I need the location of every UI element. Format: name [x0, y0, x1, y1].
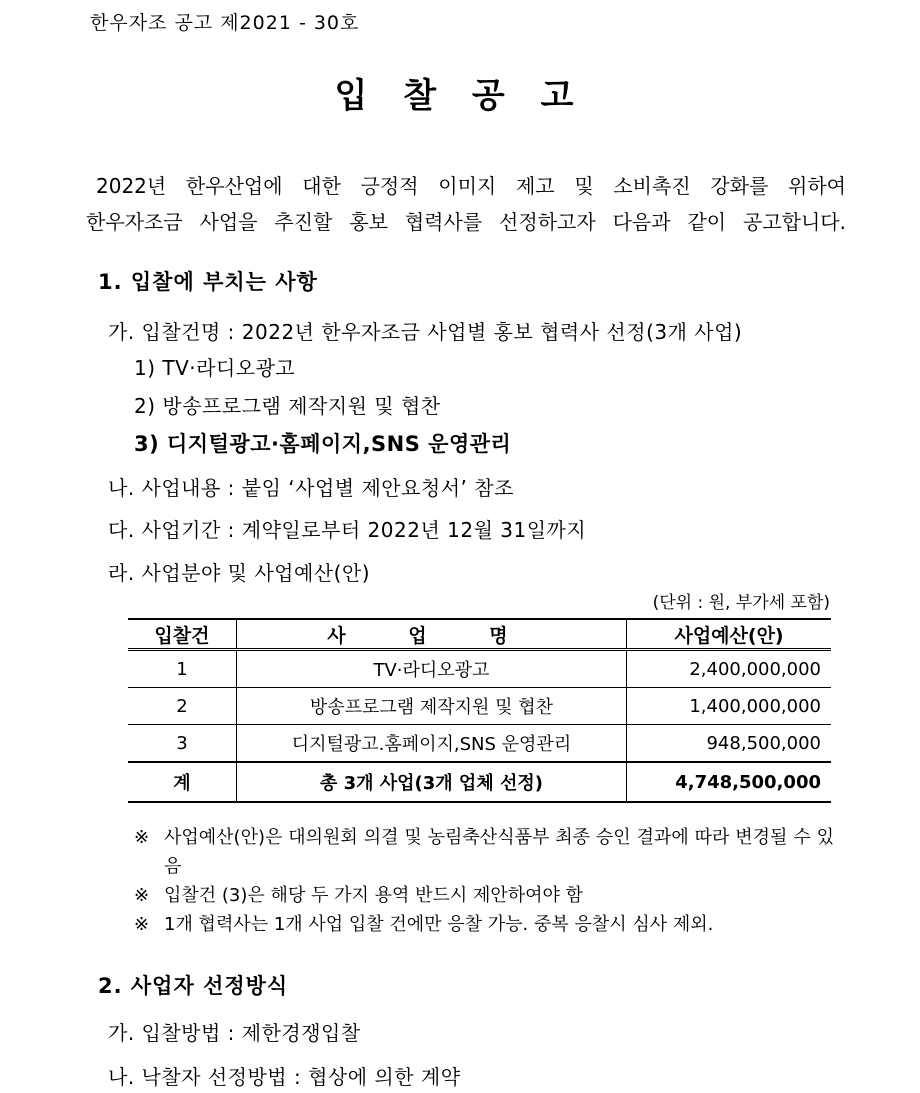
- table-row: [128, 650, 831, 688]
- business-content-line: 나. 사업내용 : 붙임 ‘사업별 제안요청서’ 참조: [108, 476, 514, 500]
- unit-note: (단위 : 원, 부가세 포함): [652, 593, 830, 613]
- notes-list: [134, 823, 834, 939]
- cell-business-name: 디지털광고.홈페이지,SNS 운영관리: [236, 725, 626, 763]
- selection-method-line: 나. 낙찰자 선정방법 : 협상에 의한 계약: [108, 1065, 461, 1089]
- note-item: [134, 881, 834, 910]
- document-number: 한우자조 공고 제2021 - 30호: [90, 12, 360, 34]
- note-mark: ※: [134, 827, 150, 848]
- note-mark: ※: [134, 885, 150, 906]
- cell-business-name: TV·라디오광고: [236, 650, 626, 688]
- total-budget: 4,748,500,000: [627, 762, 831, 802]
- header-business-name: 사 업 명: [236, 619, 626, 650]
- note-mark: ※: [134, 914, 150, 935]
- business-field-line: 라. 사업분야 및 사업예산(안): [108, 561, 371, 585]
- total-business-name: 총 3개 사업(3개 업체 선정): [236, 762, 626, 802]
- sub-item-2: 2) 방송프로그램 제작지원 및 협찬: [134, 394, 441, 418]
- section-1-heading: 1. 입찰에 부치는 사항: [98, 270, 318, 294]
- table-row: [128, 688, 831, 725]
- business-period-line: 다. 사업기간 : 계약일로부터 2022년 12월 31일까지: [108, 518, 587, 542]
- total-label: 계: [128, 762, 236, 802]
- cell-bid-no: 2: [128, 688, 236, 725]
- note-text: 1개 협력사는 1개 사업 입찰 건에만 응찰 가능. 중복 응찰시 심사 제외.: [164, 914, 714, 935]
- sub-item-3: 3) 디지털광고·홈페이지,SNS 운영관리: [134, 432, 512, 456]
- note-text: 사업예산(안)은 대의원회 의결 및 농림축산식품부 최종 승인 결과에 따라 변경될 수 있음: [164, 827, 834, 877]
- cell-budget: 948,500,000: [627, 725, 831, 763]
- sub-item-1: 1) TV·라디오광고: [134, 356, 296, 380]
- header-bid-no: 입찰건: [128, 619, 236, 650]
- intro-line-1: 2022년 한우산업에 대한 긍정적 이미지 제고 및 소비촉진 강화를 위하여: [96, 174, 846, 198]
- table-row: [128, 725, 831, 763]
- intro-paragraph: [86, 168, 846, 240]
- bid-method-line: 가. 입찰방법 : 제한경쟁입찰: [108, 1021, 361, 1045]
- page-title: 입 찰 공 고: [334, 76, 586, 116]
- cell-budget: 1,400,000,000: [627, 688, 831, 725]
- cell-budget: 2,400,000,000: [627, 650, 831, 688]
- table-header-row: [128, 619, 831, 650]
- cell-business-name: 방송프로그램 제작지원 및 협찬: [236, 688, 626, 725]
- section-2-heading: 2. 사업자 선정방식: [98, 974, 289, 998]
- header-budget: 사업예산(안): [627, 619, 831, 650]
- note-item: [134, 910, 834, 939]
- cell-bid-no: 3: [128, 725, 236, 763]
- intro-line-2: 한우자조금 사업을 추진할 홍보 협력사를 선정하고자 다음과 같이 공고합니다.: [86, 210, 846, 234]
- budget-table: [128, 618, 831, 803]
- cell-bid-no: 1: [128, 650, 236, 688]
- table-total-row: [128, 762, 831, 802]
- note-text: 입찰건 (3)은 해당 두 가지 용역 반드시 제안하여야 함: [164, 885, 584, 906]
- bid-title-line: 가. 입찰건명 : 2022년 한우자조금 사업별 홍보 협력사 선정(3개 사업): [108, 320, 743, 344]
- note-item: [134, 823, 834, 881]
